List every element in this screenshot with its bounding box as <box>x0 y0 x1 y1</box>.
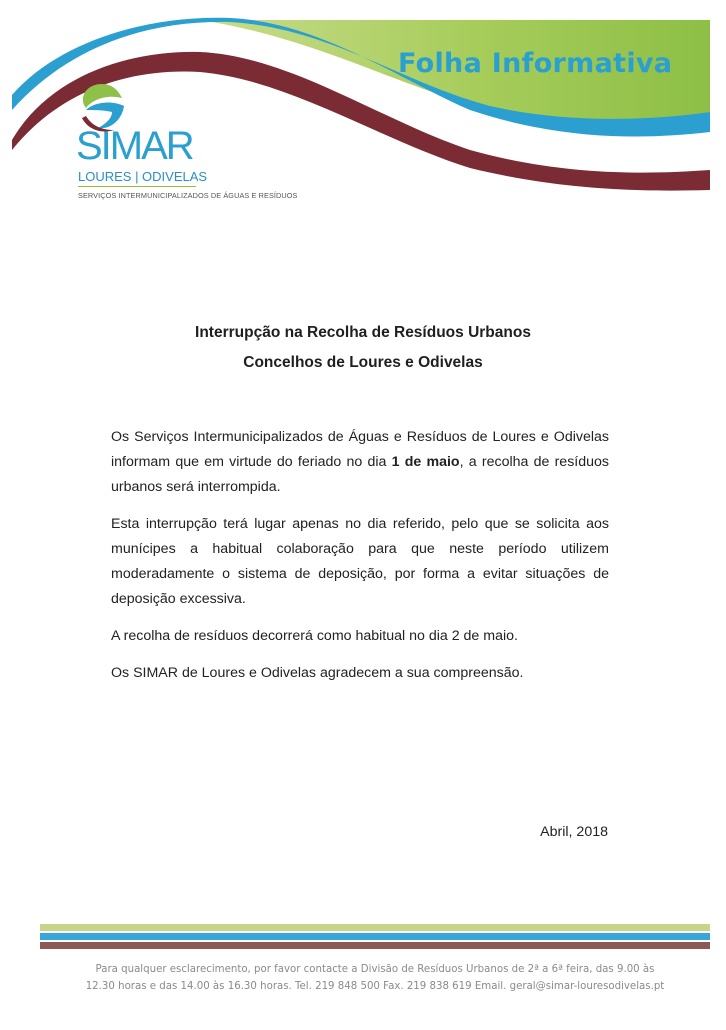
body-paragraph-4: Os SIMAR de Loures e Odivelas agradecem a sua compreensão. <box>111 665 524 681</box>
footer-stripe-blue <box>40 933 710 940</box>
body-paragraph-3: A recolha de resíduos decorrerá como habitual no dia 2 de maio. <box>111 628 518 644</box>
body-p1-text-end: , a recolha de resíduos urbanos será interrompida. <box>111 454 609 495</box>
logo-wordmark: SIMAR <box>76 124 193 168</box>
body-p1-text: Os Serviços Intermunicipalizados de Águas e Resíduos de Loures e Odivelas informam que em virtude do feriado no dia <box>111 429 609 470</box>
body-p1-highlight: 1 de maio <box>391 454 460 470</box>
footer-line-1: Para qualquer esclarecimento, por favor contacte a Divisão de Resíduos Urbanos de 2ª a 6ª feira, das 9.00 às <box>95 964 655 975</box>
notice-body <box>111 425 609 698</box>
notice-title <box>0 318 726 378</box>
footer-line-2: 12.30 horas e das 14.00 às 16.30 horas. Tel. 219 848 500 Fax. 219 838 619 Email. geral@simar-louresodivelas.pt <box>85 981 665 992</box>
body-paragraph-1 <box>111 425 609 500</box>
document-type-title: Folha Informativa <box>398 48 673 79</box>
logo-subtitle: LOURES | ODIVELAS <box>78 169 208 184</box>
footer-stripes <box>40 924 710 951</box>
logo-divider <box>78 186 196 187</box>
footer-contact <box>40 961 710 995</box>
logo-tagline: SERVIÇOS INTERMUNICIPALIZADOS DE ÁGUAS E RESÍDUOS <box>78 191 298 200</box>
footer-stripe-green <box>40 924 710 931</box>
notice-title-line-2: Concelhos de Loures e Odivelas <box>243 354 483 371</box>
footer-stripe-brown <box>40 942 710 949</box>
body-paragraph-2: Esta interrupção terá lugar apenas no dia referido, pelo que se solicita aos munícipes a habitual colaboração para que neste período utilizem moderadamente o sistema de deposição, por forma a evitar situações de deposição excessiva. <box>111 516 609 607</box>
document-date: Abril, 2018 <box>540 824 608 840</box>
notice-title-line-1: Interrupção na Recolha de Resíduos Urbanos <box>195 324 531 341</box>
